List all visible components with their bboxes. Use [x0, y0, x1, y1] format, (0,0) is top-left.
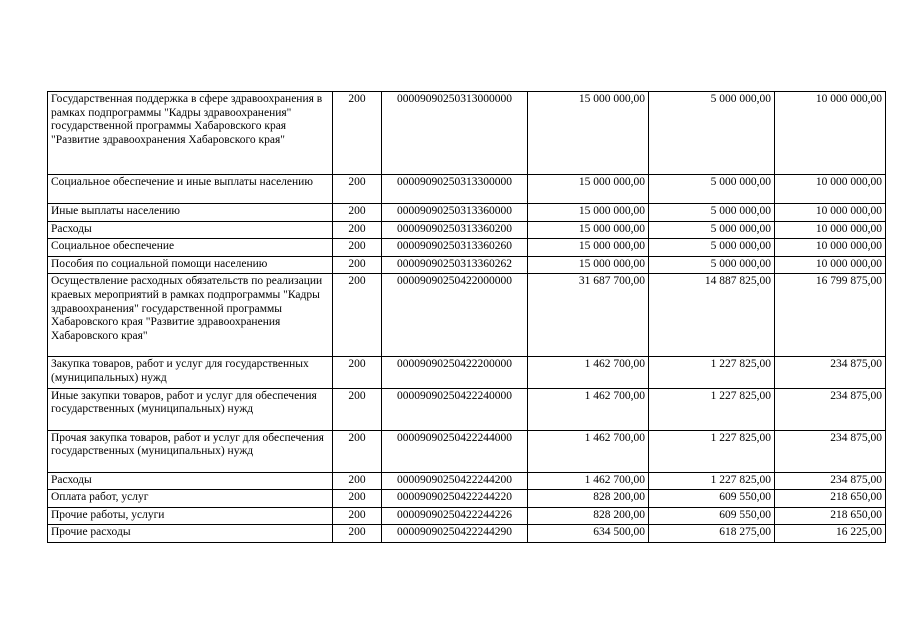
amount-executed-cell: 609 550,00: [649, 490, 775, 508]
admin-code-cell: 200: [333, 507, 382, 525]
amount-planned-cell: 15 000 000,00: [528, 221, 649, 239]
amount-remaining-cell: 234 875,00: [775, 430, 886, 472]
amount-remaining-cell: 10 000 000,00: [775, 221, 886, 239]
classification-code-cell: 00009090250422244200: [382, 472, 528, 490]
amount-remaining-cell: 218 650,00: [775, 507, 886, 525]
admin-code-cell: 200: [333, 204, 382, 222]
amount-planned-cell: 1 462 700,00: [528, 357, 649, 388]
expense-name-cell: Государственная поддержка в сфере здравоохранения в рамках подпрограммы "Кадры здравоохранения" государственной программы Хабаровского края "Развитие здравоохранения Хабаровского края": [48, 92, 333, 175]
table-row: [48, 92, 886, 175]
classification-code-cell: 00009090250422240000: [382, 388, 528, 430]
amount-remaining-cell: 10 000 000,00: [775, 204, 886, 222]
expense-name-cell: Прочая закупка товаров, работ и услуг для обеспечения государственных (муниципальных) нужд: [48, 430, 333, 472]
budget-table-body: [48, 92, 886, 543]
amount-planned-cell: 15 000 000,00: [528, 239, 649, 257]
table-row: [48, 239, 886, 257]
table-row: [48, 175, 886, 204]
admin-code-cell: 200: [333, 175, 382, 204]
amount-remaining-cell: 10 000 000,00: [775, 239, 886, 257]
amount-planned-cell: 15 000 000,00: [528, 256, 649, 274]
expense-name-cell: Прочие работы, услуги: [48, 507, 333, 525]
amount-executed-cell: 1 227 825,00: [649, 388, 775, 430]
amount-executed-cell: 5 000 000,00: [649, 221, 775, 239]
admin-code-cell: 200: [333, 357, 382, 388]
classification-code-cell: 00009090250313360000: [382, 204, 528, 222]
amount-remaining-cell: 10 000 000,00: [775, 175, 886, 204]
amount-executed-cell: 1 227 825,00: [649, 472, 775, 490]
table-row: [48, 507, 886, 525]
admin-code-cell: 200: [333, 525, 382, 543]
admin-code-cell: 200: [333, 221, 382, 239]
amount-planned-cell: 15 000 000,00: [528, 92, 649, 175]
amount-planned-cell: 1 462 700,00: [528, 388, 649, 430]
amount-remaining-cell: 234 875,00: [775, 472, 886, 490]
table-row: [48, 256, 886, 274]
amount-remaining-cell: 10 000 000,00: [775, 92, 886, 175]
amount-executed-cell: 5 000 000,00: [649, 239, 775, 257]
classification-code-cell: 00009090250422244000: [382, 430, 528, 472]
expense-name-cell: Расходы: [48, 221, 333, 239]
amount-executed-cell: 618 275,00: [649, 525, 775, 543]
amount-planned-cell: 15 000 000,00: [528, 175, 649, 204]
expense-name-cell: Осуществление расходных обязательств по реализации краевых мероприятий в рамках подпрограммы "Кадры здравоохранения" государственной программы Хабаровского края "Развитие здравоохранения Хабаровского края": [48, 274, 333, 357]
classification-code-cell: 00009090250313360262: [382, 256, 528, 274]
amount-planned-cell: 828 200,00: [528, 507, 649, 525]
table-row: [48, 472, 886, 490]
table-row: [48, 525, 886, 543]
table-row: [48, 274, 886, 357]
amount-remaining-cell: 10 000 000,00: [775, 256, 886, 274]
amount-executed-cell: 609 550,00: [649, 507, 775, 525]
admin-code-cell: 200: [333, 472, 382, 490]
amount-executed-cell: 5 000 000,00: [649, 256, 775, 274]
expense-name-cell: Прочие расходы: [48, 525, 333, 543]
classification-code-cell: 00009090250422200000: [382, 357, 528, 388]
table-row: [48, 490, 886, 508]
amount-planned-cell: 1 462 700,00: [528, 472, 649, 490]
amount-planned-cell: 31 687 700,00: [528, 274, 649, 357]
admin-code-cell: 200: [333, 239, 382, 257]
classification-code-cell: 00009090250313000000: [382, 92, 528, 175]
expense-name-cell: Пособия по социальной помощи населению: [48, 256, 333, 274]
table-row: [48, 204, 886, 222]
table-row: [48, 357, 886, 388]
amount-executed-cell: 1 227 825,00: [649, 430, 775, 472]
admin-code-cell: 200: [333, 490, 382, 508]
amount-planned-cell: 828 200,00: [528, 490, 649, 508]
admin-code-cell: 200: [333, 388, 382, 430]
classification-code-cell: 00009090250313300000: [382, 175, 528, 204]
admin-code-cell: 200: [333, 256, 382, 274]
expense-name-cell: Иные выплаты населению: [48, 204, 333, 222]
admin-code-cell: 200: [333, 92, 382, 175]
expense-name-cell: Оплата работ, услуг: [48, 490, 333, 508]
amount-executed-cell: 5 000 000,00: [649, 204, 775, 222]
amount-remaining-cell: 234 875,00: [775, 357, 886, 388]
amount-executed-cell: 5 000 000,00: [649, 92, 775, 175]
expense-name-cell: Закупка товаров, работ и услуг для государственных (муниципальных) нужд: [48, 357, 333, 388]
classification-code-cell: 00009090250422244220: [382, 490, 528, 508]
budget-table: [47, 91, 886, 543]
expense-name-cell: Социальное обеспечение: [48, 239, 333, 257]
classification-code-cell: 00009090250422244290: [382, 525, 528, 543]
amount-executed-cell: 5 000 000,00: [649, 175, 775, 204]
amount-planned-cell: 15 000 000,00: [528, 204, 649, 222]
amount-remaining-cell: 16 225,00: [775, 525, 886, 543]
admin-code-cell: 200: [333, 430, 382, 472]
amount-planned-cell: 634 500,00: [528, 525, 649, 543]
table-row: [48, 430, 886, 472]
amount-planned-cell: 1 462 700,00: [528, 430, 649, 472]
expense-name-cell: Социальное обеспечение и иные выплаты населению: [48, 175, 333, 204]
classification-code-cell: 00009090250422000000: [382, 274, 528, 357]
amount-remaining-cell: 16 799 875,00: [775, 274, 886, 357]
classification-code-cell: 00009090250422244226: [382, 507, 528, 525]
amount-executed-cell: 1 227 825,00: [649, 357, 775, 388]
expense-name-cell: Расходы: [48, 472, 333, 490]
admin-code-cell: 200: [333, 274, 382, 357]
amount-remaining-cell: 234 875,00: [775, 388, 886, 430]
expense-name-cell: Иные закупки товаров, работ и услуг для обеспечения государственных (муниципальных) нужд: [48, 388, 333, 430]
classification-code-cell: 00009090250313360260: [382, 239, 528, 257]
amount-executed-cell: 14 887 825,00: [649, 274, 775, 357]
classification-code-cell: 00009090250313360200: [382, 221, 528, 239]
table-row: [48, 221, 886, 239]
amount-remaining-cell: 218 650,00: [775, 490, 886, 508]
table-row: [48, 388, 886, 430]
